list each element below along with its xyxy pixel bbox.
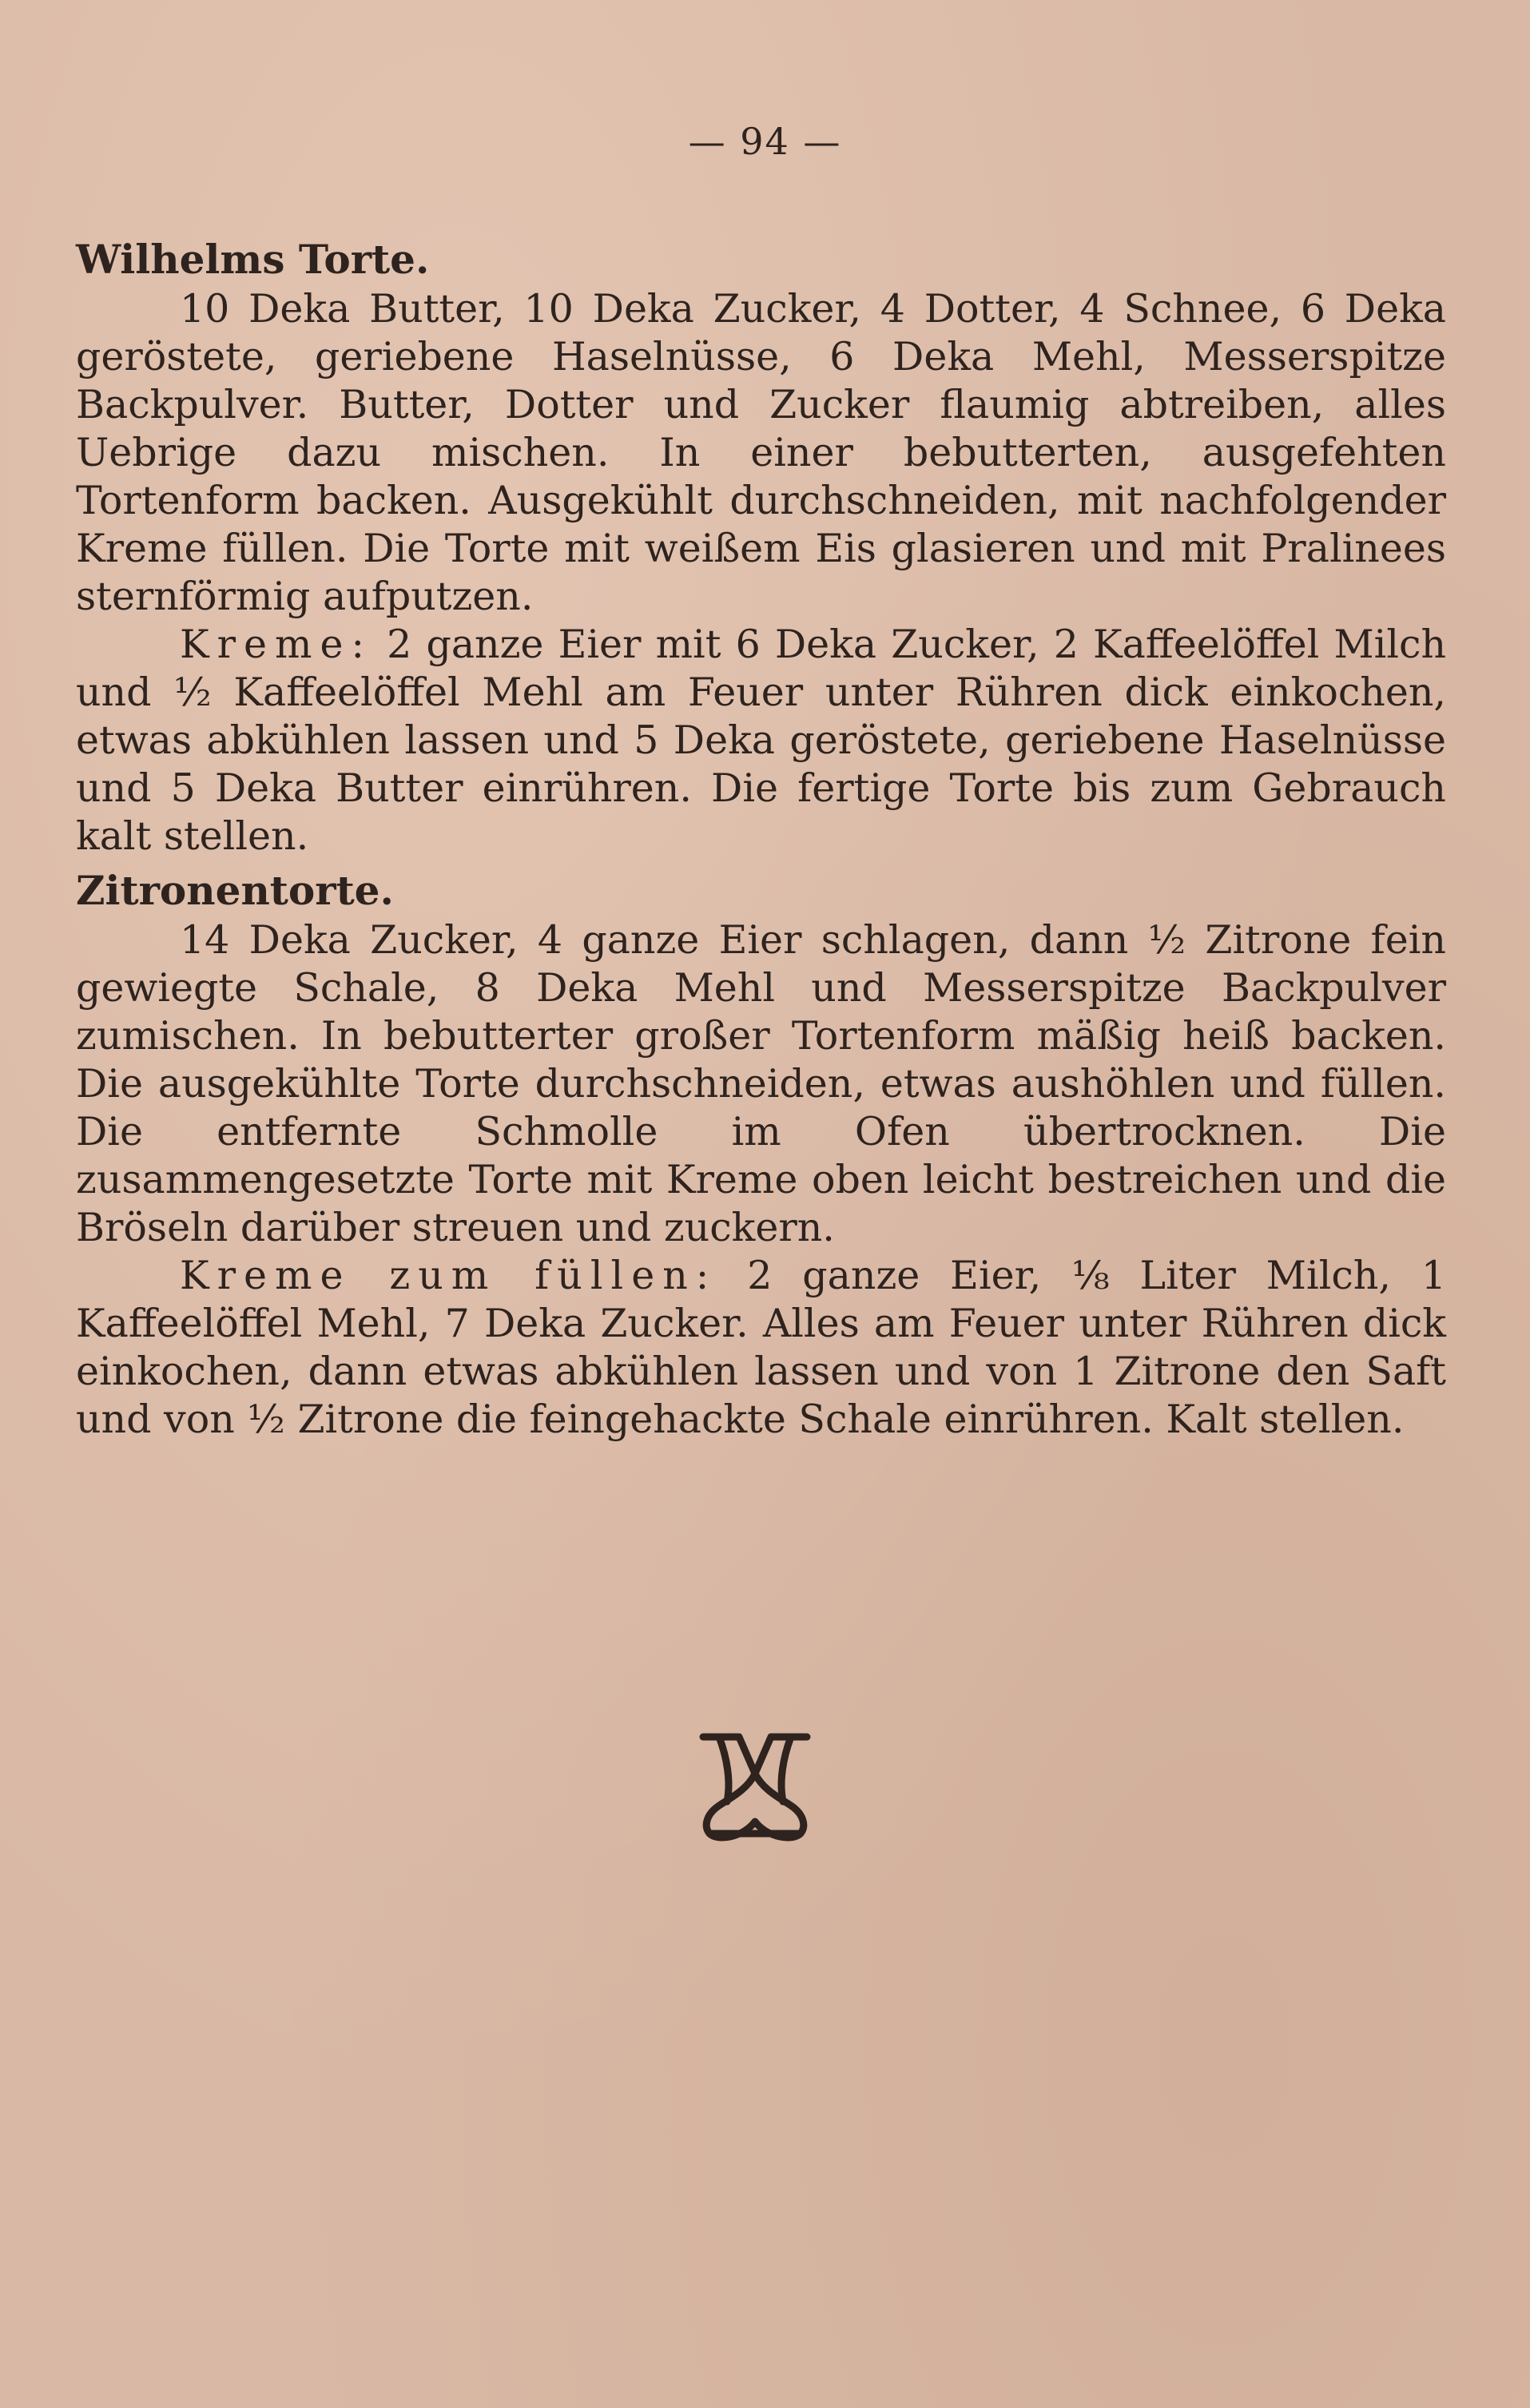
recipe-zitronentorte (76, 867, 1446, 1444)
creme-instructions: 2 ganze Eier, ⅛ Liter Milch, 1 Kaffeelöffel Mehl, 7 Deka Zucker. Alles am Feuer unter Rühren dick einkochen, dann etwas abkühlen lassen und von 1 Zitrone den Saft und von ½ Zitrone die feingehackte Schale einrühren. Kalt stellen. (76, 1253, 1446, 1442)
creme-label: Kreme zum füllen: (180, 1253, 717, 1298)
printer-ornament-icon (695, 1726, 815, 1846)
creme-instructions: 2 ganze Eier mit 6 Deka Zucker, 2 Kaffeelöffel Milch und ½ Kaffeelöffel Mehl am Feuer unter Rühren dick einkochen, etwas abkühlen lassen und 5 Deka geröstete, geriebene Haselnüsse und 5 Deka Butter einrühren. Die fertige Torte bis zum Gebrauch kalt stellen. (76, 622, 1447, 859)
recipe-instructions: 14 Deka Zucker, 4 ganze Eier schlagen, dann ½ Zitrone fein gewiegte Schale, 8 Deka Mehl und Messerspitze Backpulver zumischen. In bebutterter großer Tortenform mäßig heiß backen. Die ausgekühlte Torte durchschneiden, etwas aushöhlen und füllen. Die entfernte Schmolle im Ofen übertrocknen. Die zusammengesetzte Torte mit Kreme oben leicht bestreichen und die Bröseln darüber streuen und zuckern. (76, 917, 1446, 1250)
creme-paragraph (76, 1252, 1446, 1444)
recipe-wilhelms-torte (76, 236, 1446, 860)
page-number: — 94 — (688, 120, 842, 163)
creme-label: Kreme: (180, 622, 372, 667)
creme-paragraph (76, 621, 1446, 860)
recipe-instructions: 10 Deka Butter, 10 Deka Zucker, 4 Dotter, 4 Schnee, 6 Deka geröstete, geriebene Haselnüsse, 6 Deka Mehl, Messerspitze Backpulver. Butter, Dotter und Zucker flaumig abtreiben, alles Uebrige dazu mischen. In einer bebutterten, ausgefehten Tortenform backen. Ausgekühlt durchschneiden, mit nachfolgender Kreme füllen. Die Torte mit weißem Eis glasieren und mit Pralinees sternförmig aufputzen. (76, 286, 1446, 619)
recipe-title: Wilhelms Torte. (76, 236, 430, 283)
recipe-title: Zitronentorte. (76, 867, 394, 914)
